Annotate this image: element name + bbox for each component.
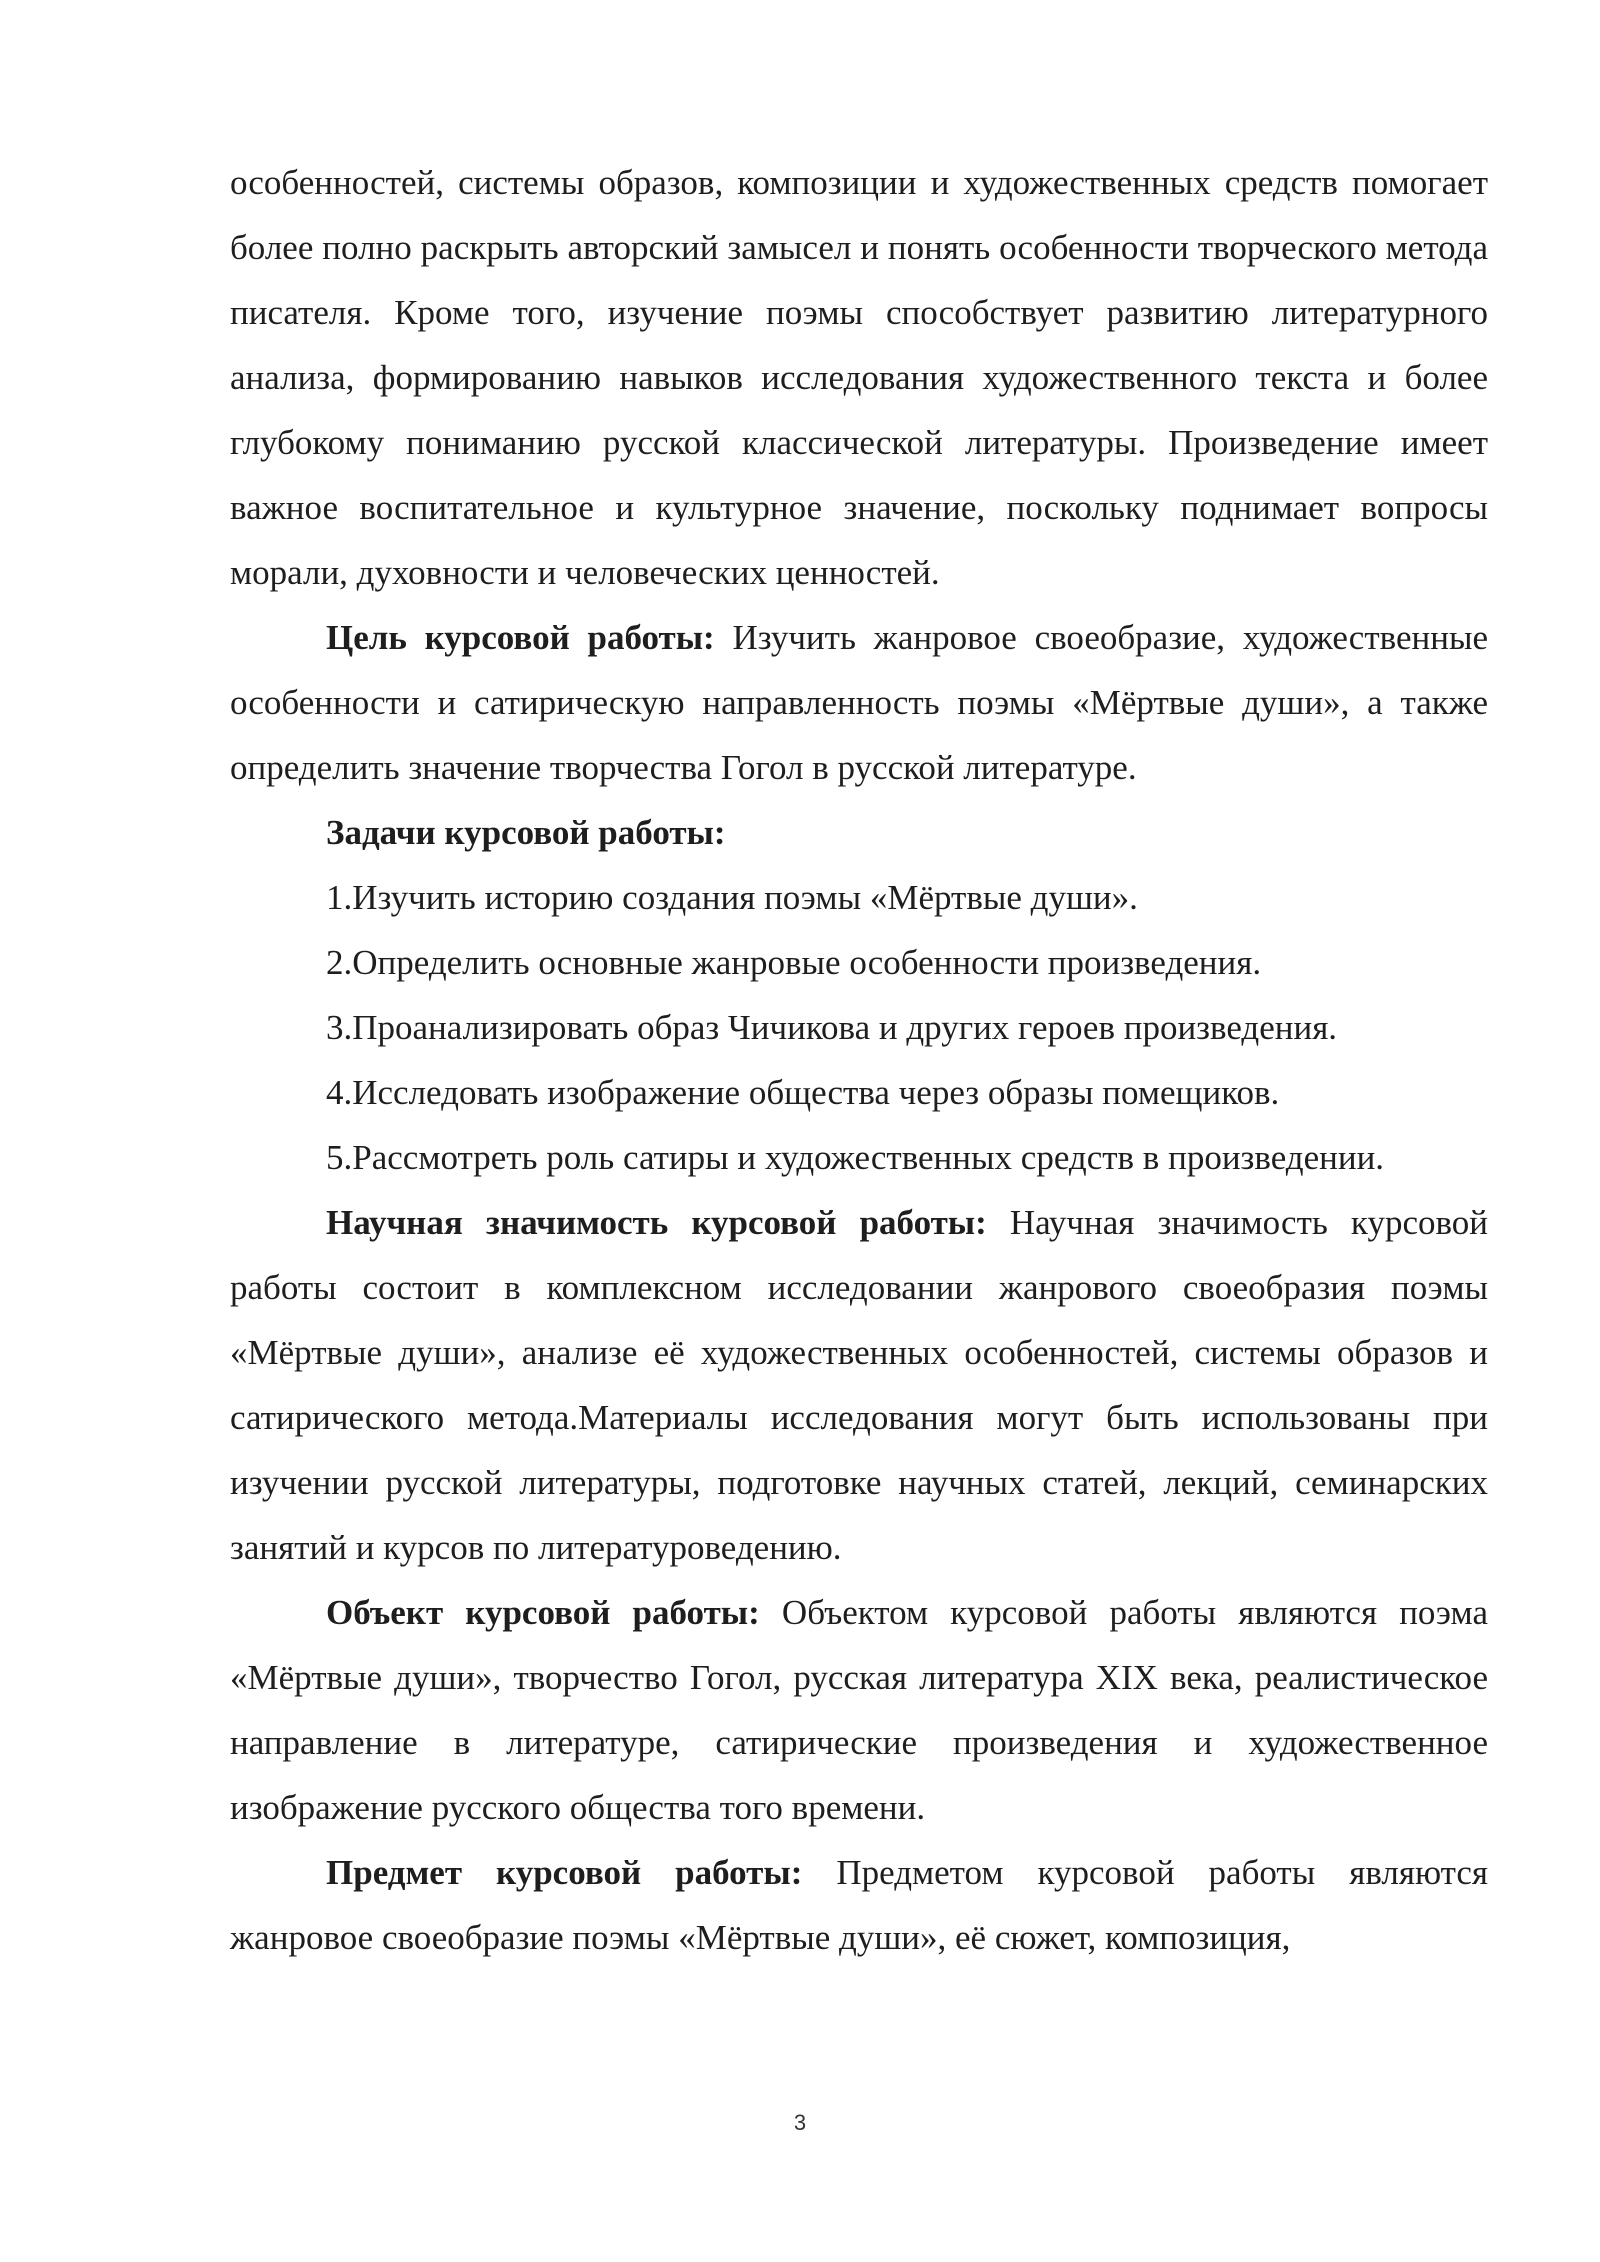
goal-label: Цель курсовой работы:	[326, 618, 715, 657]
goal-text: Изучить жанровое своеобразие, художественные особенности и сатирическую направленность поэмы «Мёртвые души», а также определить значение творчества Гогол в русской литературе.	[230, 618, 1488, 787]
significance-label: Научная значимость курсовой работы:	[326, 1203, 987, 1242]
page-number: 3	[793, 2110, 807, 2135]
task-item-1: 1.Изучить историю создания поэмы «Мёртвые души».	[326, 878, 1138, 917]
significance-paragraph	[230, 1190, 1488, 1580]
intro-paragraph: особенностей, системы образов, композиции и художественных средств помогает более полно раскрыть авторский замысел и понять особенности творческого метода писателя. Кроме того, изучение поэмы способствует развитию литературного анализа, формированию навыков исследования художественного текста и более глубокому пониманию русской классической литературы. Произведение имеет важное воспитательное и культурное значение, поскольку поднимает вопросы морали, духовности и человеческих ценностей.	[230, 163, 1488, 592]
document-body	[230, 150, 1488, 1970]
subject-paragraph	[230, 1840, 1488, 1970]
task-item-4: 4.Исследовать изображение общества через образы помещиков.	[326, 1073, 1280, 1112]
tasks-heading: Задачи курсовой работы:	[326, 813, 726, 852]
object-text: Объектом курсовой работы являются поэма «Мёртвые души», творчество Гогол, русская литература XIX века, реалистическое направление в литературе, сатирические произведения и художественное изображение русского общества того времени.	[230, 1593, 1489, 1827]
task-item-2: 2.Определить основные жанровые особенности произведения.	[326, 943, 1262, 982]
subject-label: Предмет курсовой работы:	[326, 1853, 803, 1892]
object-label: Объект курсовой работы:	[326, 1593, 760, 1632]
goal-paragraph	[230, 605, 1488, 800]
task-item-3: 3.Проанализировать образ Чичикова и других героев произведения.	[326, 1008, 1338, 1047]
subject-text: Предметом курсовой работы являются жанровое своеобразие поэмы «Мёртвые души», её сюжет, композиция,	[230, 1853, 1488, 1957]
significance-text: Научная значимость курсовой работы состоит в комплексном исследовании жанрового своеобразия поэмы «Мёртвые души», анализе её художественных особенностей, системы образов и сатирического метода.Материалы исследования могут быть использованы при изучении русской литературы, подготовке научных статей, лекций, семинарских занятий и курсов по литературоведению.	[230, 1203, 1488, 1567]
object-paragraph	[230, 1580, 1488, 1840]
task-item-5: 5.Рассмотреть роль сатиры и художественных средств в произведении.	[326, 1138, 1385, 1177]
